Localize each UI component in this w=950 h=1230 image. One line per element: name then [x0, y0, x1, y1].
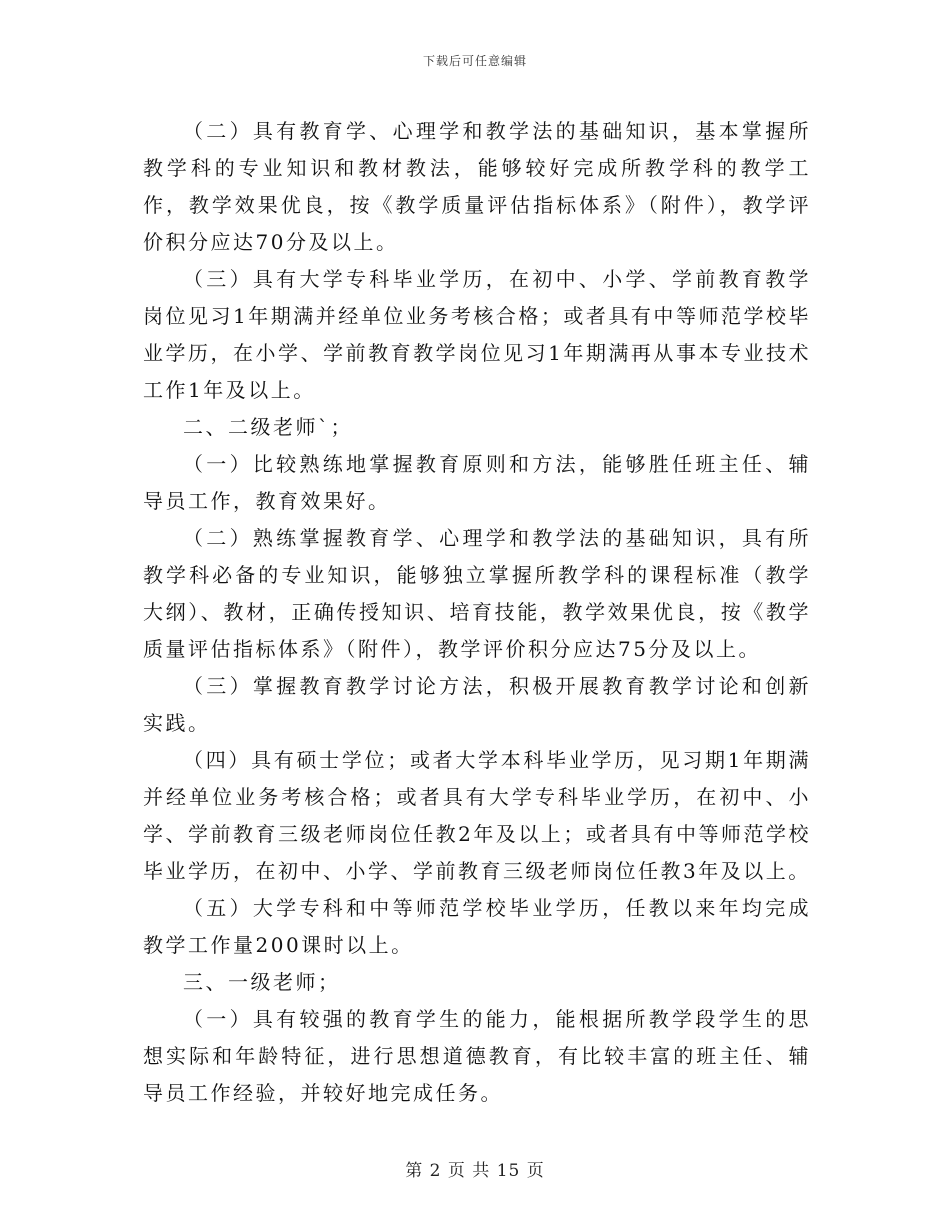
paragraph: （一）具有较强的教育学生的能力，能根据所教学段学生的思想实际和年龄特征，进行思想道德教育，有比较丰富的班主任、辅导员工作经验，并较好地完成任务。: [143, 1007, 811, 1105]
paragraph: （五）大学专科和中等师范学校毕业学历，任教以来年均完成教学工作量200课时以上。: [143, 896, 811, 957]
paragraph: （三）具有大学专科毕业学历，在初中、小学、学前教育教学岗位见习1年期满并经单位业务考核合格；或者具有中等师范学校毕业学历，在小学、学前教育教学岗位见习1年期满再从事本专业技术工作1年及以上。: [143, 267, 811, 402]
paragraph: （二）具有教育学、心理学和教学法的基础知识，基本掌握所教学科的专业知识和教材教法，能够较好完成所教学科的教学工作，教学效果优良，按《教学质量评估指标体系》（附件），教学评价积分应达70分及以上。: [143, 119, 811, 254]
section-heading: 三、一级老师；: [183, 970, 341, 994]
section-heading: 二、二级老师`；: [183, 415, 353, 439]
paragraph: （三）掌握教育教学讨论方法，积极开展教育教学讨论和创新实践。: [143, 674, 811, 735]
paragraph: （一）比较熟练地掌握教育原则和方法，能够胜任班主任、辅导员工作，教育效果好。: [143, 452, 811, 513]
paragraph: （二）熟练掌握教育学、心理学和教学法的基础知识，具有所教学科必备的专业知识，能够独立掌握所教学科的课程标准（教学大纲）、教材，正确传授知识、培育技能，教学效果优良，按《教学质量评估指标体系》（附件），教学评价积分应达75分及以上。: [143, 526, 811, 661]
page-header: 下载后可任意编辑: [422, 54, 527, 68]
document-body: [143, 113, 811, 1112]
paragraph: （四）具有硕士学位；或者大学本科毕业学历，见习期1年期满并经单位业务考核合格；或者具有大学专科毕业学历，在初中、小学、学前教育三级老师岗位任教2年及以上；或者具有中等师范学校毕业学历，在初中、小学、学前教育三级老师岗位任教3年及以上。: [143, 748, 811, 883]
page-footer: 第 2 页 共 15 页: [405, 1161, 545, 1181]
